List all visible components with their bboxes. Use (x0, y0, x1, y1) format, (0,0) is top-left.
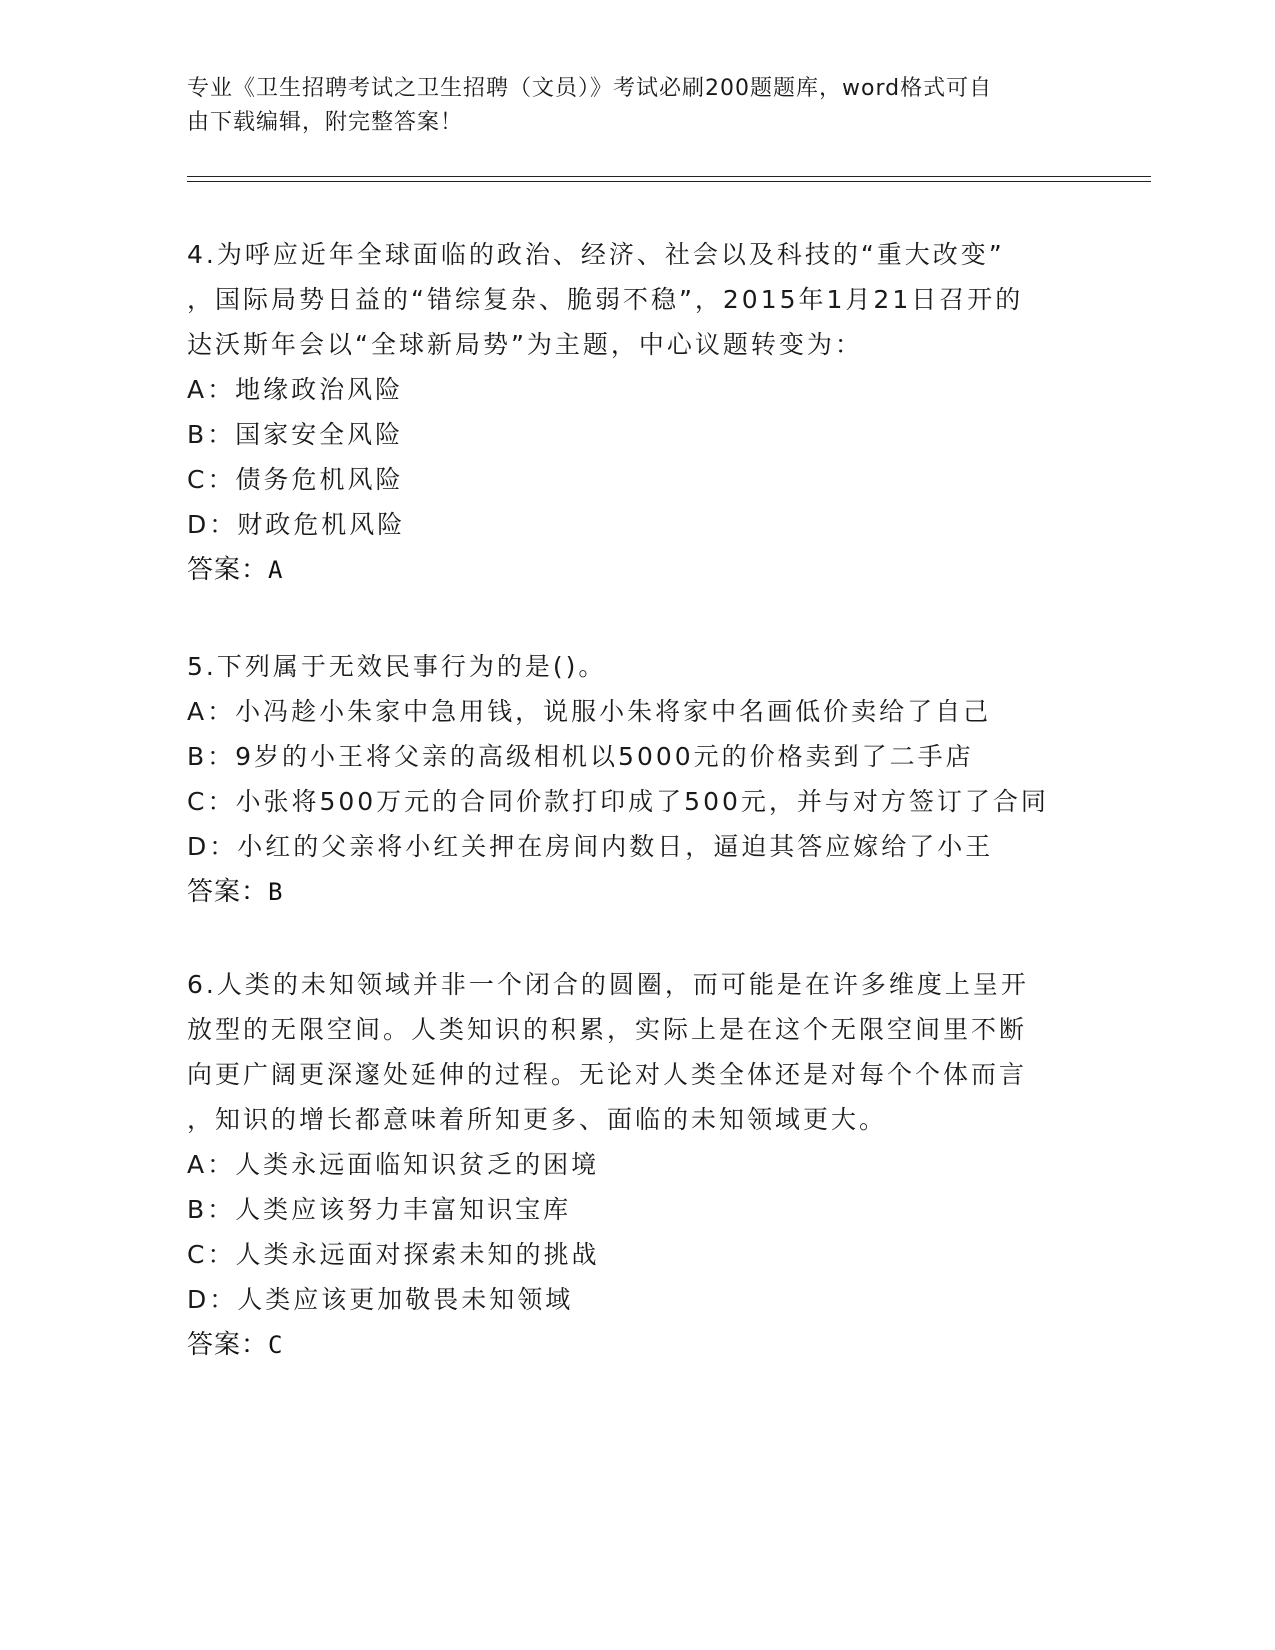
answer-value: B (268, 878, 284, 906)
question-stem-line: 4.为呼应近年全球面临的政治、经济、社会以及科技的“重大改变” (187, 240, 1005, 269)
answer (187, 869, 1087, 914)
option-c: C：小张将500万元的合同价款打印成了500元，并与对方签订了合同 (187, 787, 1049, 816)
header-line: 由下载编辑，附完整答案！ (187, 110, 464, 135)
option-b: B：人类应该努力丰富知识宝库 (187, 1195, 572, 1224)
document-header (187, 72, 1067, 140)
option-d: D：人类应该更加敬畏未知领域 (187, 1285, 574, 1314)
option-c: C：人类永远面对探索未知的挑战 (187, 1240, 600, 1269)
question-stem-line: ，知识的增长都意味着所知更多、面临的未知领域更大。 (187, 1105, 888, 1134)
option-d: D：财政危机风险 (187, 510, 406, 539)
question-stem-line: 放型的无限空间。人类知识的积累，实际上是在这个无限空间里不断 (187, 1015, 1028, 1044)
answer-value: A (268, 556, 284, 584)
question-stem-line: 5.下列属于无效民事行为的是()。 (187, 652, 607, 681)
answer-value: C (268, 1331, 284, 1359)
question-stem-line: 向更广阔更深邃处延伸的过程。无论对人类全体还是对每个个体而言 (187, 1060, 1028, 1089)
question-stem-line: 达沃斯年会以“全球新局势”为主题，中心议题转变为： (187, 330, 863, 359)
option-b: B：国家安全风险 (187, 420, 404, 449)
answer-label: 答案： (187, 1329, 269, 1359)
answer-label: 答案： (187, 876, 269, 906)
question-stem-line: 6.人类的未知领域并非一个闭合的圆圈，而可能是在许多维度上呈开 (187, 970, 1029, 999)
header-divider (187, 176, 1151, 182)
answer (187, 547, 1087, 592)
answer (187, 1322, 1087, 1367)
question-6 (187, 962, 1087, 1367)
option-b: B：9岁的小王将父亲的高级相机以5000元的价格卖到了二手店 (187, 742, 974, 771)
question-4 (187, 232, 1087, 592)
option-a: A：人类永远面临知识贫乏的困境 (187, 1150, 600, 1179)
option-c: C：债务危机风险 (187, 465, 404, 494)
question-stem-line: ，国际局势日益的“错综复杂、脆弱不稳”，2015年1月21日召开的 (187, 285, 1024, 314)
header-line: 专业《卫生招聘考试之卫生招聘（文员）》考试必刷200题题库，word格式可自 (187, 76, 993, 101)
option-a: A：小冯趁小朱家中急用钱，说服小朱将家中名画低价卖给了自己 (187, 697, 992, 726)
question-5 (187, 644, 1087, 914)
option-a: A：地缘政治风险 (187, 375, 404, 404)
option-d: D：小红的父亲将小红关押在房间内数日，逼迫其答应嫁给了小王 (187, 832, 994, 861)
answer-label: 答案： (187, 554, 269, 584)
